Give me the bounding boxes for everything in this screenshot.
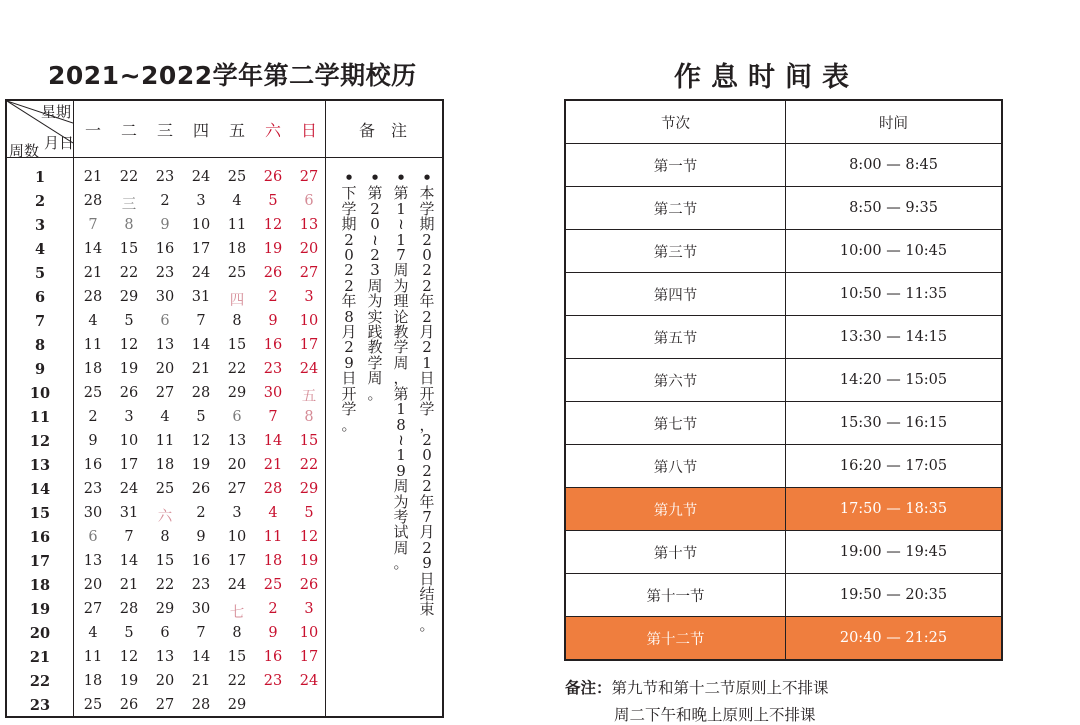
- time-cell: 8:50 — 9:35: [786, 187, 1003, 230]
- calendar-day-cell: 25: [83, 697, 103, 713]
- calendar-day-cell: 21: [83, 169, 103, 185]
- calendar-day-cell: 5: [124, 313, 134, 329]
- calendar-day-cell: 15: [155, 553, 175, 569]
- weekday-header-3: 三: [156, 121, 173, 140]
- remark-text: 本 学 期 2 0 2 2 年 2 月 2 1 日 开 学 ， 2 0 2 2 年 7 月 2 9 日 结 束 。: [419, 184, 435, 634]
- calendar-day-cell: 11: [155, 433, 175, 449]
- remark-text: 第 2 0 ≀ 2 3 周 为 实 践 教 学 周 。: [367, 184, 383, 403]
- week-number: 5: [34, 265, 46, 282]
- calendar-day-cell: 22: [119, 169, 139, 185]
- calendar-day-cell: 16: [155, 241, 175, 257]
- calendar-day-cell: 12: [263, 217, 283, 233]
- time-cell: 16:20 — 17:05: [786, 445, 1003, 488]
- calendar-day-cell: 3: [304, 601, 314, 617]
- time-cell: 19:50 — 20:35: [786, 574, 1003, 617]
- calendar-day-cell: 25: [155, 481, 175, 497]
- remark-3: [365, 171, 385, 402]
- calendar-day-cell: 13: [299, 217, 319, 233]
- calendar-day-cell: 22: [155, 577, 175, 593]
- period-cell: 第十一节: [565, 574, 786, 617]
- calendar-day-cell: 16: [83, 457, 103, 473]
- period-cell: 第二节: [565, 187, 786, 230]
- remark-text: 第 1 ≀ 1 7 周 为 理 论 教 学 周 ， 第 1 8 ≀ 1 9 周 为 考 试 周 。: [393, 184, 409, 573]
- week-number: 7: [34, 313, 46, 330]
- time-cell: 10:00 — 10:45: [786, 230, 1003, 273]
- calendar-day-cell: 31: [191, 289, 211, 305]
- calendar-day-cell: 25: [263, 577, 283, 593]
- calendar-day-cell: 11: [83, 337, 103, 353]
- calendar-day-cell: 27: [155, 385, 175, 401]
- calendar-day-cell: 20: [299, 241, 319, 257]
- week-number: 20: [29, 625, 51, 642]
- week-number: 18: [29, 577, 51, 594]
- calendar-day-cell: 13: [83, 553, 103, 569]
- schedule-row: [565, 445, 1002, 488]
- calendar-day-cell: 七: [229, 605, 245, 621]
- calendar-day-cell: 27: [83, 601, 103, 617]
- calendar-day-cell: 3: [304, 289, 314, 305]
- calendar-day-cell: 21: [119, 577, 139, 593]
- weekday-header-7: 日: [300, 121, 317, 140]
- schedule-table: [564, 99, 1003, 661]
- calendar-day-cell: 19: [299, 553, 319, 569]
- week-number: 6: [34, 289, 46, 306]
- time-cell: 13:30 — 14:15: [786, 316, 1003, 359]
- weekday-axis-label: 星期: [41, 103, 72, 121]
- schedule-row: [565, 531, 1002, 574]
- schedule-title: 作息时间表: [674, 62, 859, 93]
- calendar-day-cell: 17: [299, 337, 319, 353]
- calendar-day-cell: 27: [155, 697, 175, 713]
- calendar-day-cell: 10: [191, 217, 211, 233]
- time-cell: 14:20 — 15:05: [786, 359, 1003, 402]
- calendar-day-cell: 21: [191, 361, 211, 377]
- calendar-day-cell: 9: [268, 313, 278, 329]
- calendar-day-cell: 5: [196, 409, 206, 425]
- calendar-day-cell: 12: [119, 649, 139, 665]
- calendar-day-cell: 5: [124, 625, 134, 641]
- calendar-day-cell: 10: [119, 433, 139, 449]
- calendar-day-cell: 9: [268, 625, 278, 641]
- calendar-day-cell: 23: [263, 673, 283, 689]
- calendar-day-cell: 六: [157, 509, 173, 525]
- calendar-day-cell: 17: [299, 649, 319, 665]
- calendar-day-cell: 23: [155, 169, 175, 185]
- calendar-day-cell: 29: [119, 289, 139, 305]
- calendar-day-cell: 13: [227, 433, 247, 449]
- calendar-day-cell: 8: [160, 529, 170, 545]
- calendar-day-cell: 2: [88, 409, 98, 425]
- schedule-row: [565, 488, 1002, 531]
- week-column-divider: [73, 101, 74, 716]
- time-cell: 8:00 — 8:45: [786, 144, 1003, 187]
- calendar-day-cell: 26: [299, 577, 319, 593]
- calendar-day-cell: 23: [83, 481, 103, 497]
- calendar-day-cell: 24: [191, 265, 211, 281]
- period-cell: 第七节: [565, 402, 786, 445]
- calendar-day-cell: 22: [227, 673, 247, 689]
- calendar-day-cell: 2: [196, 505, 206, 521]
- calendar-day-cell: 五: [301, 389, 317, 405]
- week-number: 2: [34, 193, 46, 210]
- calendar-day-cell: 24: [299, 673, 319, 689]
- calendar-day-cell: 15: [299, 433, 319, 449]
- calendar-day-cell: 30: [191, 601, 211, 617]
- calendar-day-cell: 5: [304, 505, 314, 521]
- time-cell: 20:40 — 21:25: [786, 617, 1003, 661]
- note-label: 备注：: [565, 679, 612, 697]
- schedule-row: [565, 617, 1002, 661]
- month-day-axis-label: 月日: [44, 134, 75, 152]
- calendar-day-cell: 15: [227, 649, 247, 665]
- calendar-day-cell: 21: [83, 265, 103, 281]
- calendar-day-cell: 15: [227, 337, 247, 353]
- calendar-day-cell: 9: [196, 529, 206, 545]
- time-cell: 19:00 — 19:45: [786, 531, 1003, 574]
- calendar-day-cell: 26: [191, 481, 211, 497]
- period-column-header: 节次: [565, 100, 786, 144]
- calendar-day-cell: 6: [88, 529, 98, 545]
- week-number: 15: [29, 505, 51, 522]
- calendar-day-cell: 20: [83, 577, 103, 593]
- schedule-row: [565, 316, 1002, 359]
- calendar-day-cell: 17: [227, 553, 247, 569]
- calendar-day-cell: 25: [227, 169, 247, 185]
- calendar-day-cell: 22: [119, 265, 139, 281]
- week-number: 23: [29, 697, 51, 714]
- week-number: 21: [29, 649, 51, 666]
- calendar-day-cell: 9: [88, 433, 98, 449]
- schedule-row: [565, 187, 1002, 230]
- calendar-day-cell: 28: [83, 289, 103, 305]
- calendar-table: [5, 99, 444, 718]
- calendar-day-cell: 16: [263, 649, 283, 665]
- period-cell: 第十节: [565, 531, 786, 574]
- calendar-day-cell: 24: [227, 577, 247, 593]
- weekday-header-1: 一: [84, 121, 101, 140]
- calendar-day-cell: 15: [119, 241, 139, 257]
- calendar-day-cell: 23: [191, 577, 211, 593]
- calendar-day-cell: 24: [191, 169, 211, 185]
- schedule-row: [565, 144, 1002, 187]
- calendar-day-cell: 4: [232, 193, 242, 209]
- calendar-day-cell: 4: [88, 625, 98, 641]
- calendar-day-cell: 18: [227, 241, 247, 257]
- calendar-day-cell: 29: [227, 385, 247, 401]
- calendar-day-cell: 19: [119, 673, 139, 689]
- calendar-day-cell: 6: [232, 409, 242, 425]
- remark-4: [339, 171, 359, 433]
- calendar-day-cell: 2: [268, 289, 278, 305]
- calendar-day-cell: 17: [191, 241, 211, 257]
- calendar-day-cell: 18: [155, 457, 175, 473]
- calendar-day-cell: 12: [299, 529, 319, 545]
- calendar-day-cell: 14: [119, 553, 139, 569]
- calendar-day-cell: 18: [263, 553, 283, 569]
- calendar-day-cell: 31: [119, 505, 139, 521]
- calendar-day-cell: 27: [299, 265, 319, 281]
- week-number: 11: [29, 409, 51, 426]
- calendar-day-cell: 14: [83, 241, 103, 257]
- calendar-day-cell: 11: [227, 217, 247, 233]
- calendar-day-cell: 22: [227, 361, 247, 377]
- week-number: 17: [29, 553, 51, 570]
- calendar-day-cell: 27: [227, 481, 247, 497]
- week-number: 4: [34, 241, 46, 258]
- calendar-day-cell: 8: [124, 217, 134, 233]
- calendar-day-cell: 7: [88, 217, 98, 233]
- calendar-day-cell: 5: [268, 193, 278, 209]
- calendar-day-cell: 11: [83, 649, 103, 665]
- week-number: 1: [34, 169, 46, 186]
- calendar-day-cell: 8: [304, 409, 314, 425]
- calendar-day-cell: 2: [160, 193, 170, 209]
- calendar-day-cell: 4: [268, 505, 278, 521]
- calendar-day-cell: 30: [155, 289, 175, 305]
- remark-bullet: •: [344, 169, 354, 187]
- period-cell: 第一节: [565, 144, 786, 187]
- calendar-day-cell: 29: [155, 601, 175, 617]
- week-number: 14: [29, 481, 51, 498]
- calendar-day-cell: 21: [191, 673, 211, 689]
- calendar-day-cell: 19: [191, 457, 211, 473]
- calendar-day-cell: 20: [155, 361, 175, 377]
- schedule-row: [565, 230, 1002, 273]
- week-number: 8: [34, 337, 46, 354]
- period-cell: 第五节: [565, 316, 786, 359]
- remark-1: [417, 171, 437, 633]
- calendar-day-cell: 10: [299, 313, 319, 329]
- calendar-day-cell: 20: [227, 457, 247, 473]
- calendar-day-cell: 24: [299, 361, 319, 377]
- schedule-row: [565, 402, 1002, 445]
- schedule-row: [565, 574, 1002, 617]
- remark-bullet: •: [422, 169, 432, 187]
- week-number: 9: [34, 361, 46, 378]
- calendar-day-cell: 14: [191, 649, 211, 665]
- period-cell: 第三节: [565, 230, 786, 273]
- calendar-day-cell: 3: [124, 409, 134, 425]
- calendar-day-cell: 23: [155, 265, 175, 281]
- period-cell: 第四节: [565, 273, 786, 316]
- calendar-day-cell: 30: [263, 385, 283, 401]
- week-number: 13: [29, 457, 51, 474]
- calendar-day-cell: 26: [263, 265, 283, 281]
- remarks-header: 备 注: [359, 121, 408, 140]
- calendar-day-cell: 14: [191, 337, 211, 353]
- calendar-day-cell: 7: [196, 625, 206, 641]
- calendar-title: 2021~2022学年第二学期校历: [48, 61, 417, 90]
- calendar-day-cell: 16: [263, 337, 283, 353]
- week-number: 19: [29, 601, 51, 618]
- weekday-header-2: 二: [120, 121, 137, 140]
- calendar-day-cell: 26: [119, 385, 139, 401]
- calendar-day-cell: 18: [83, 673, 103, 689]
- calendar-day-cell: 2: [268, 601, 278, 617]
- calendar-day-cell: 18: [83, 361, 103, 377]
- calendar-day-cell: 6: [304, 193, 314, 209]
- period-cell: 第十二节: [565, 617, 786, 661]
- note-text-2: 周二下午和晚上原则上不排课: [614, 706, 816, 724]
- week-number: 16: [29, 529, 51, 546]
- week-number: 3: [34, 217, 46, 234]
- calendar-day-cell: 7: [196, 313, 206, 329]
- calendar-day-cell: 20: [155, 673, 175, 689]
- calendar-day-cell: 13: [155, 337, 175, 353]
- calendar-day-cell: 3: [232, 505, 242, 521]
- period-cell: 第八节: [565, 445, 786, 488]
- calendar-day-cell: 三: [121, 197, 137, 213]
- calendar-day-cell: 12: [191, 433, 211, 449]
- week-number-axis-label: 周数: [9, 142, 40, 160]
- calendar-day-cell: 23: [263, 361, 283, 377]
- calendar-day-cell: 29: [227, 697, 247, 713]
- calendar-day-cell: 4: [160, 409, 170, 425]
- calendar-day-cell: 28: [83, 193, 103, 209]
- calendar-day-cell: 3: [196, 193, 206, 209]
- calendar-day-cell: 四: [229, 293, 245, 309]
- calendar-day-cell: 8: [232, 313, 242, 329]
- calendar-day-cell: 24: [119, 481, 139, 497]
- remark-bullet: •: [370, 169, 380, 187]
- calendar-day-cell: 28: [119, 601, 139, 617]
- calendar-day-cell: 6: [160, 625, 170, 641]
- week-number: 12: [29, 433, 51, 450]
- schedule-row: [565, 359, 1002, 402]
- calendar-day-cell: 19: [119, 361, 139, 377]
- calendar-day-cell: 19: [263, 241, 283, 257]
- calendar-day-cell: 27: [299, 169, 319, 185]
- calendar-day-cell: 25: [83, 385, 103, 401]
- time-cell: 15:30 — 16:15: [786, 402, 1003, 445]
- calendar-day-cell: 6: [160, 313, 170, 329]
- time-cell: 10:50 — 11:35: [786, 273, 1003, 316]
- calendar-day-cell: 22: [299, 457, 319, 473]
- calendar-day-cell: 28: [263, 481, 283, 497]
- weekday-header-4: 四: [192, 121, 209, 140]
- remark-text: 下 学 期 2 0 2 2 年 8 月 2 9 日 开 学 。: [341, 184, 357, 434]
- calendar-day-cell: 26: [263, 169, 283, 185]
- calendar-day-cell: 28: [191, 697, 211, 713]
- calendar-day-cell: 21: [263, 457, 283, 473]
- week-number: 22: [29, 673, 51, 690]
- calendar-day-cell: 7: [124, 529, 134, 545]
- remark-bullet: •: [396, 169, 406, 187]
- calendar-day-cell: 30: [83, 505, 103, 521]
- calendar-day-cell: 8: [232, 625, 242, 641]
- period-cell: 第九节: [565, 488, 786, 531]
- calendar-day-cell: 14: [263, 433, 283, 449]
- calendar-day-cell: 9: [160, 217, 170, 233]
- weekday-header-5: 五: [228, 121, 245, 140]
- calendar-day-cell: 10: [299, 625, 319, 641]
- calendar-day-cell: 11: [263, 529, 283, 545]
- calendar-day-cell: 10: [227, 529, 247, 545]
- calendar-day-cell: 12: [119, 337, 139, 353]
- calendar-day-cell: 13: [155, 649, 175, 665]
- note-text-1: 第九节和第十二节原则上不排课: [611, 679, 829, 697]
- weekday-header-6: 六: [264, 121, 281, 140]
- schedule-header-row: [565, 100, 1002, 144]
- time-column-header: 时间: [786, 100, 1003, 144]
- week-number: 10: [29, 385, 51, 402]
- calendar-day-cell: 16: [191, 553, 211, 569]
- period-cell: 第六节: [565, 359, 786, 402]
- schedule-row: [565, 273, 1002, 316]
- calendar-day-cell: 7: [268, 409, 278, 425]
- calendar-day-cell: 26: [119, 697, 139, 713]
- schedule-note-1: [565, 676, 829, 698]
- calendar-day-cell: 17: [119, 457, 139, 473]
- calendar-day-cell: 28: [191, 385, 211, 401]
- calendar-day-cell: 29: [299, 481, 319, 497]
- calendar-day-cell: 25: [227, 265, 247, 281]
- calendar-day-cell: 4: [88, 313, 98, 329]
- time-cell: 17:50 — 18:35: [786, 488, 1003, 531]
- remark-2: [391, 171, 411, 572]
